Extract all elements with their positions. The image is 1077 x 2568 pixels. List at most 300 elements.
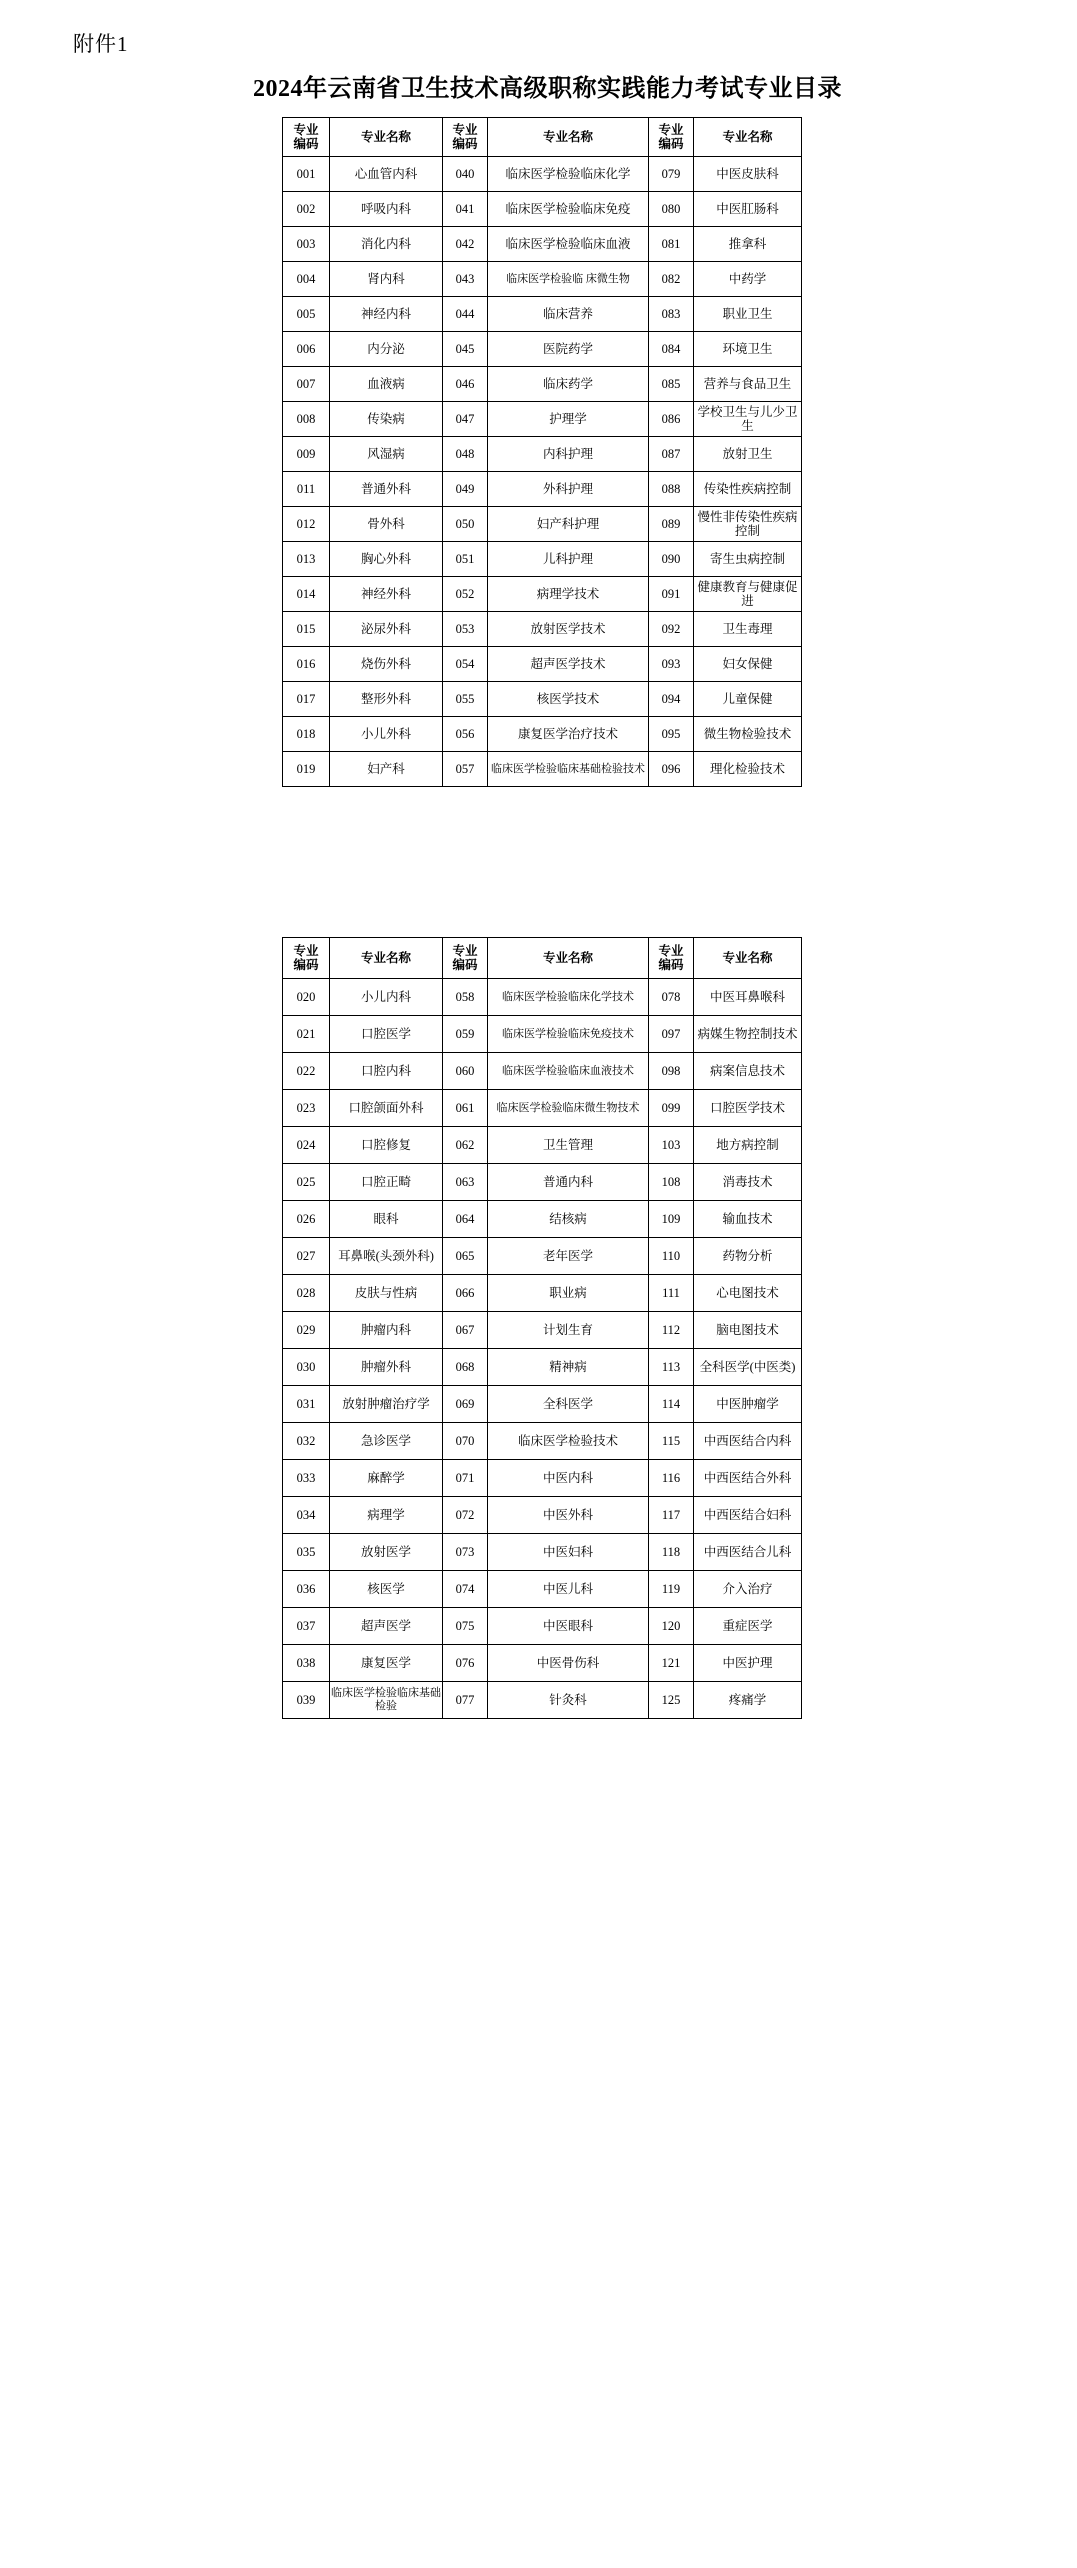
cell-name-1: 神经外科 bbox=[330, 577, 443, 612]
cell-code-2: 066 bbox=[443, 1275, 488, 1312]
table-one-wrapper bbox=[282, 117, 798, 787]
cell-code-3: 110 bbox=[649, 1238, 694, 1275]
cell-name-1: 妇产科 bbox=[330, 752, 443, 787]
cell-code-1: 036 bbox=[283, 1571, 330, 1608]
table-row bbox=[283, 577, 802, 612]
cell-code-3: 089 bbox=[649, 507, 694, 542]
table-row bbox=[283, 332, 802, 367]
header-line-2: 编码 bbox=[658, 958, 684, 972]
cell-name-2: 儿科护理 bbox=[488, 542, 649, 577]
table-row bbox=[283, 542, 802, 577]
cell-code-2: 060 bbox=[443, 1053, 488, 1090]
cell-name-1: 骨外科 bbox=[330, 507, 443, 542]
cell-code-3: 078 bbox=[649, 979, 694, 1016]
cell-name-1: 放射医学 bbox=[330, 1534, 443, 1571]
cell-name-1: 核医学 bbox=[330, 1571, 443, 1608]
cell-name-3: 中西医结合儿科 bbox=[694, 1534, 802, 1571]
cell-name-2: 妇产科护理 bbox=[488, 507, 649, 542]
table-row bbox=[283, 262, 802, 297]
cell-name-2: 临床医学检验临 床微生物 bbox=[488, 262, 649, 297]
cell-name-3: 职业卫生 bbox=[694, 297, 802, 332]
cell-code-3: 103 bbox=[649, 1127, 694, 1164]
cell-name-2: 临床营养 bbox=[488, 297, 649, 332]
table-row bbox=[283, 1534, 802, 1571]
cell-code-2: 055 bbox=[443, 682, 488, 717]
cell-name-1: 心血管内科 bbox=[330, 157, 443, 192]
header-line-1: 专业 bbox=[293, 943, 319, 958]
cell-code-3: 114 bbox=[649, 1386, 694, 1423]
cell-code-2: 051 bbox=[443, 542, 488, 577]
cell-code-2: 042 bbox=[443, 227, 488, 262]
cell-name-1: 神经内科 bbox=[330, 297, 443, 332]
table-two-wrapper bbox=[282, 937, 798, 1719]
cell-code-3: 090 bbox=[649, 542, 694, 577]
cell-code-1: 015 bbox=[283, 612, 330, 647]
cell-code-1: 029 bbox=[283, 1312, 330, 1349]
cell-name-3: 寄生虫病控制 bbox=[694, 542, 802, 577]
table-1-body bbox=[283, 157, 802, 787]
cell-code-3: 112 bbox=[649, 1312, 694, 1349]
table-header-row bbox=[283, 118, 802, 157]
cell-code-3: 087 bbox=[649, 437, 694, 472]
cell-name-1: 烧伤外科 bbox=[330, 647, 443, 682]
cell-code-1: 003 bbox=[283, 227, 330, 262]
cell-code-1: 025 bbox=[283, 1164, 330, 1201]
cell-code-2: 044 bbox=[443, 297, 488, 332]
table-row bbox=[283, 752, 802, 787]
table-row bbox=[283, 1090, 802, 1127]
page-title: 2024年云南省卫生技术高级职称实践能力考试专业目录 bbox=[253, 76, 842, 102]
cell-name-1: 小儿内科 bbox=[330, 979, 443, 1016]
cell-code-3: 094 bbox=[649, 682, 694, 717]
cell-code-2: 075 bbox=[443, 1608, 488, 1645]
cell-code-1: 019 bbox=[283, 752, 330, 787]
cell-code-3: 083 bbox=[649, 297, 694, 332]
cell-name-2: 临床医学检验临床免疫 bbox=[488, 192, 649, 227]
cell-code-3: 121 bbox=[649, 1645, 694, 1682]
cell-code-3: 098 bbox=[649, 1053, 694, 1090]
cell-code-1: 038 bbox=[283, 1645, 330, 1682]
cell-name-1: 肾内科 bbox=[330, 262, 443, 297]
table-row bbox=[283, 157, 802, 192]
cell-name-1: 普通外科 bbox=[330, 472, 443, 507]
cell-code-1: 014 bbox=[283, 577, 330, 612]
table-row bbox=[283, 1645, 802, 1682]
cell-code-3: 092 bbox=[649, 612, 694, 647]
cell-code-3: 088 bbox=[649, 472, 694, 507]
cell-code-2: 061 bbox=[443, 1090, 488, 1127]
header-line-2: 编码 bbox=[293, 958, 319, 972]
col-header-code-2 bbox=[443, 118, 488, 157]
cell-code-1: 034 bbox=[283, 1497, 330, 1534]
cell-name-3: 全科医学(中医类) bbox=[694, 1349, 802, 1386]
cell-name-3: 介入治疗 bbox=[694, 1571, 802, 1608]
cell-code-3: 115 bbox=[649, 1423, 694, 1460]
cell-code-3: 082 bbox=[649, 262, 694, 297]
table-header-row bbox=[283, 938, 802, 979]
cell-code-1: 024 bbox=[283, 1127, 330, 1164]
col-header-code-1 bbox=[283, 118, 330, 157]
header-line-2: 编码 bbox=[658, 137, 684, 151]
cell-code-2: 070 bbox=[443, 1423, 488, 1460]
cell-name-3: 地方病控制 bbox=[694, 1127, 802, 1164]
cell-name-2: 康复医学治疗技术 bbox=[488, 717, 649, 752]
cell-code-3: 125 bbox=[649, 1682, 694, 1719]
cell-code-2: 043 bbox=[443, 262, 488, 297]
cell-name-2: 临床医学检验临床化学 bbox=[488, 157, 649, 192]
cell-code-2: 046 bbox=[443, 367, 488, 402]
cell-code-1: 016 bbox=[283, 647, 330, 682]
table-row bbox=[283, 1164, 802, 1201]
cell-name-2: 计划生育 bbox=[488, 1312, 649, 1349]
cell-name-3: 中医肿瘤学 bbox=[694, 1386, 802, 1423]
cell-code-1: 023 bbox=[283, 1090, 330, 1127]
cell-code-2: 049 bbox=[443, 472, 488, 507]
cell-name-3: 儿童保健 bbox=[694, 682, 802, 717]
cell-code-3: 080 bbox=[649, 192, 694, 227]
cell-code-2: 054 bbox=[443, 647, 488, 682]
cell-name-1: 耳鼻喉(头颈外科) bbox=[330, 1238, 443, 1275]
table-row bbox=[283, 1571, 802, 1608]
header-line-1: 专业 bbox=[658, 943, 684, 958]
cell-name-2: 外科护理 bbox=[488, 472, 649, 507]
cell-code-2: 065 bbox=[443, 1238, 488, 1275]
page-gap bbox=[0, 787, 1077, 937]
cell-name-2: 临床医学检验技术 bbox=[488, 1423, 649, 1460]
cell-name-2: 针灸科 bbox=[488, 1682, 649, 1719]
table-row bbox=[283, 1016, 802, 1053]
cell-code-2: 063 bbox=[443, 1164, 488, 1201]
col-header-name-1: 专业名称 bbox=[330, 118, 443, 157]
cell-name-3: 中西医结合内科 bbox=[694, 1423, 802, 1460]
cell-name-3: 重症医学 bbox=[694, 1608, 802, 1645]
cell-name-3: 心电图技术 bbox=[694, 1275, 802, 1312]
cell-name-3: 健康教育与健康促进 bbox=[694, 577, 802, 612]
table-row bbox=[283, 402, 802, 437]
table-row bbox=[283, 1275, 802, 1312]
cell-code-3: 108 bbox=[649, 1164, 694, 1201]
cell-code-1: 032 bbox=[283, 1423, 330, 1460]
cell-name-2: 临床医学检验临床基础检验技术 bbox=[488, 752, 649, 787]
cell-name-2: 临床医学检验临床免疫技术 bbox=[488, 1016, 649, 1053]
table-row bbox=[283, 1682, 802, 1719]
header-line-1: 专业 bbox=[452, 943, 478, 958]
cell-name-2: 超声医学技术 bbox=[488, 647, 649, 682]
cell-code-2: 068 bbox=[443, 1349, 488, 1386]
cell-name-1: 肿瘤外科 bbox=[330, 1349, 443, 1386]
cell-name-1: 风湿病 bbox=[330, 437, 443, 472]
cell-name-3: 病案信息技术 bbox=[694, 1053, 802, 1090]
cell-name-1: 小儿外科 bbox=[330, 717, 443, 752]
col-header-name-2: 专业名称 bbox=[488, 118, 649, 157]
cell-code-2: 058 bbox=[443, 979, 488, 1016]
cell-code-2: 071 bbox=[443, 1460, 488, 1497]
cell-name-3: 环境卫生 bbox=[694, 332, 802, 367]
table-row bbox=[283, 612, 802, 647]
cell-code-2: 053 bbox=[443, 612, 488, 647]
cell-code-1: 022 bbox=[283, 1053, 330, 1090]
cell-name-1: 康复医学 bbox=[330, 1645, 443, 1682]
cell-code-3: 120 bbox=[649, 1608, 694, 1645]
table-row bbox=[283, 1608, 802, 1645]
table-row bbox=[283, 1423, 802, 1460]
col-header-name-1: 专业名称 bbox=[330, 938, 443, 979]
cell-name-2: 临床医学检验临床血液技术 bbox=[488, 1053, 649, 1090]
cell-name-3: 传染性疾病控制 bbox=[694, 472, 802, 507]
col-header-code-3 bbox=[649, 938, 694, 979]
cell-name-3: 理化检验技术 bbox=[694, 752, 802, 787]
cell-name-3: 口腔医学技术 bbox=[694, 1090, 802, 1127]
cell-code-1: 021 bbox=[283, 1016, 330, 1053]
cell-code-3: 113 bbox=[649, 1349, 694, 1386]
table-row bbox=[283, 437, 802, 472]
cell-name-1: 泌尿外科 bbox=[330, 612, 443, 647]
cell-name-2: 中医儿科 bbox=[488, 1571, 649, 1608]
cell-code-2: 048 bbox=[443, 437, 488, 472]
cell-code-2: 067 bbox=[443, 1312, 488, 1349]
cell-code-3: 119 bbox=[649, 1571, 694, 1608]
table-row bbox=[283, 1386, 802, 1423]
table-row bbox=[283, 472, 802, 507]
table-row bbox=[283, 1349, 802, 1386]
cell-name-1: 病理学 bbox=[330, 1497, 443, 1534]
cell-name-2: 中医内科 bbox=[488, 1460, 649, 1497]
col-header-code-2 bbox=[443, 938, 488, 979]
table-row bbox=[283, 1201, 802, 1238]
cell-code-1: 039 bbox=[283, 1682, 330, 1719]
cell-name-1: 麻醉学 bbox=[330, 1460, 443, 1497]
cell-name-1: 口腔正畸 bbox=[330, 1164, 443, 1201]
cell-name-3: 推拿科 bbox=[694, 227, 802, 262]
cell-name-1: 消化内科 bbox=[330, 227, 443, 262]
cell-code-2: 056 bbox=[443, 717, 488, 752]
cell-code-1: 030 bbox=[283, 1349, 330, 1386]
cell-name-3: 脑电图技术 bbox=[694, 1312, 802, 1349]
table-row bbox=[283, 192, 802, 227]
cell-name-1: 超声医学 bbox=[330, 1608, 443, 1645]
cell-code-3: 085 bbox=[649, 367, 694, 402]
cell-name-2: 病理学技术 bbox=[488, 577, 649, 612]
cell-name-3: 放射卫生 bbox=[694, 437, 802, 472]
cell-name-3: 营养与食品卫生 bbox=[694, 367, 802, 402]
cell-name-2: 临床医学检验临床化学技术 bbox=[488, 979, 649, 1016]
cell-code-2: 050 bbox=[443, 507, 488, 542]
cell-code-1: 011 bbox=[283, 472, 330, 507]
cell-name-3: 输血技术 bbox=[694, 1201, 802, 1238]
cell-name-1: 口腔修复 bbox=[330, 1127, 443, 1164]
cell-code-1: 008 bbox=[283, 402, 330, 437]
cell-name-1: 血液病 bbox=[330, 367, 443, 402]
cell-name-3: 中西医结合妇科 bbox=[694, 1497, 802, 1534]
cell-name-2: 中医骨伤科 bbox=[488, 1645, 649, 1682]
cell-code-1: 026 bbox=[283, 1201, 330, 1238]
cell-code-1: 013 bbox=[283, 542, 330, 577]
cell-code-2: 069 bbox=[443, 1386, 488, 1423]
cell-code-1: 033 bbox=[283, 1460, 330, 1497]
table-row bbox=[283, 507, 802, 542]
header-line-2: 编码 bbox=[293, 137, 319, 151]
specialty-table-1 bbox=[282, 117, 802, 787]
cell-name-1: 肿瘤内科 bbox=[330, 1312, 443, 1349]
cell-code-2: 073 bbox=[443, 1534, 488, 1571]
cell-name-3: 微生物检验技术 bbox=[694, 717, 802, 752]
table-row bbox=[283, 682, 802, 717]
cell-name-3: 卫生毒理 bbox=[694, 612, 802, 647]
cell-code-2: 074 bbox=[443, 1571, 488, 1608]
table-row bbox=[283, 1238, 802, 1275]
attachment-label: 附件1 bbox=[73, 32, 129, 56]
cell-name-1: 整形外科 bbox=[330, 682, 443, 717]
cell-name-2: 临床医学检验临床血液 bbox=[488, 227, 649, 262]
cell-name-2: 中医妇科 bbox=[488, 1534, 649, 1571]
cell-code-1: 017 bbox=[283, 682, 330, 717]
cell-code-2: 052 bbox=[443, 577, 488, 612]
cell-name-3: 学校卫生与儿少卫生 bbox=[694, 402, 802, 437]
col-header-name-2: 专业名称 bbox=[488, 938, 649, 979]
cell-name-3: 中医耳鼻喉科 bbox=[694, 979, 802, 1016]
cell-code-2: 045 bbox=[443, 332, 488, 367]
cell-name-2: 放射医学技术 bbox=[488, 612, 649, 647]
cell-name-1: 放射肿瘤治疗学 bbox=[330, 1386, 443, 1423]
cell-code-1: 002 bbox=[283, 192, 330, 227]
cell-name-2: 普通内科 bbox=[488, 1164, 649, 1201]
cell-name-1: 呼吸内科 bbox=[330, 192, 443, 227]
cell-name-2: 核医学技术 bbox=[488, 682, 649, 717]
table-row bbox=[283, 647, 802, 682]
cell-name-1: 传染病 bbox=[330, 402, 443, 437]
cell-name-2: 职业病 bbox=[488, 1275, 649, 1312]
cell-code-3: 081 bbox=[649, 227, 694, 262]
cell-code-3: 096 bbox=[649, 752, 694, 787]
cell-code-1: 028 bbox=[283, 1275, 330, 1312]
col-header-code-3 bbox=[649, 118, 694, 157]
cell-name-2: 内科护理 bbox=[488, 437, 649, 472]
cell-code-1: 018 bbox=[283, 717, 330, 752]
cell-code-2: 057 bbox=[443, 752, 488, 787]
cell-code-3: 084 bbox=[649, 332, 694, 367]
cell-name-1: 皮肤与性病 bbox=[330, 1275, 443, 1312]
cell-code-2: 041 bbox=[443, 192, 488, 227]
cell-code-2: 047 bbox=[443, 402, 488, 437]
cell-name-3: 妇女保健 bbox=[694, 647, 802, 682]
cell-name-1: 胸心外科 bbox=[330, 542, 443, 577]
cell-name-3: 中医肛肠科 bbox=[694, 192, 802, 227]
cell-code-3: 091 bbox=[649, 577, 694, 612]
specialty-table-2 bbox=[282, 937, 802, 1719]
cell-name-1: 内分泌 bbox=[330, 332, 443, 367]
cell-name-3: 消毒技术 bbox=[694, 1164, 802, 1201]
col-header-name-3: 专业名称 bbox=[694, 118, 802, 157]
cell-code-1: 037 bbox=[283, 1608, 330, 1645]
cell-code-3: 095 bbox=[649, 717, 694, 752]
cell-name-2: 中医眼科 bbox=[488, 1608, 649, 1645]
table-row bbox=[283, 1127, 802, 1164]
cell-code-1: 005 bbox=[283, 297, 330, 332]
cell-code-3: 117 bbox=[649, 1497, 694, 1534]
header-line-1: 专业 bbox=[293, 122, 319, 137]
cell-code-1: 001 bbox=[283, 157, 330, 192]
cell-name-1: 口腔医学 bbox=[330, 1016, 443, 1053]
cell-code-1: 031 bbox=[283, 1386, 330, 1423]
table-row bbox=[283, 1053, 802, 1090]
cell-name-3: 药物分析 bbox=[694, 1238, 802, 1275]
cell-code-2: 077 bbox=[443, 1682, 488, 1719]
cell-code-1: 007 bbox=[283, 367, 330, 402]
cell-name-1: 眼科 bbox=[330, 1201, 443, 1238]
col-header-name-3: 专业名称 bbox=[694, 938, 802, 979]
cell-name-2: 医院药学 bbox=[488, 332, 649, 367]
table-row bbox=[283, 1312, 802, 1349]
cell-code-2: 064 bbox=[443, 1201, 488, 1238]
cell-code-2: 059 bbox=[443, 1016, 488, 1053]
cell-code-1: 027 bbox=[283, 1238, 330, 1275]
cell-name-3: 中医皮肤科 bbox=[694, 157, 802, 192]
cell-name-2: 精神病 bbox=[488, 1349, 649, 1386]
cell-code-2: 076 bbox=[443, 1645, 488, 1682]
cell-code-2: 072 bbox=[443, 1497, 488, 1534]
header-line-1: 专业 bbox=[658, 122, 684, 137]
cell-name-2: 临床药学 bbox=[488, 367, 649, 402]
cell-name-2: 卫生管理 bbox=[488, 1127, 649, 1164]
cell-name-3: 中药学 bbox=[694, 262, 802, 297]
cell-code-3: 097 bbox=[649, 1016, 694, 1053]
cell-name-2: 结核病 bbox=[488, 1201, 649, 1238]
header-line-2: 编码 bbox=[452, 137, 478, 151]
cell-code-1: 035 bbox=[283, 1534, 330, 1571]
table-row bbox=[283, 1460, 802, 1497]
cell-name-3: 中医护理 bbox=[694, 1645, 802, 1682]
cell-code-1: 006 bbox=[283, 332, 330, 367]
cell-name-2: 全科医学 bbox=[488, 1386, 649, 1423]
cell-name-3: 疼痛学 bbox=[694, 1682, 802, 1719]
cell-name-1: 急诊医学 bbox=[330, 1423, 443, 1460]
cell-name-1: 口腔内科 bbox=[330, 1053, 443, 1090]
cell-code-3: 111 bbox=[649, 1275, 694, 1312]
cell-name-2: 临床医学检验临床微生物技术 bbox=[488, 1090, 649, 1127]
table-row bbox=[283, 717, 802, 752]
col-header-code-1 bbox=[283, 938, 330, 979]
cell-code-1: 020 bbox=[283, 979, 330, 1016]
cell-code-3: 086 bbox=[649, 402, 694, 437]
header-line-2: 编码 bbox=[452, 958, 478, 972]
cell-code-1: 009 bbox=[283, 437, 330, 472]
cell-code-1: 012 bbox=[283, 507, 330, 542]
header-line-1: 专业 bbox=[452, 122, 478, 137]
cell-code-3: 079 bbox=[649, 157, 694, 192]
table-row bbox=[283, 1497, 802, 1534]
cell-code-1: 004 bbox=[283, 262, 330, 297]
cell-name-1: 口腔颌面外科 bbox=[330, 1090, 443, 1127]
table-row bbox=[283, 297, 802, 332]
cell-name-3: 慢性非传染性疾病控制 bbox=[694, 507, 802, 542]
cell-name-2: 老年医学 bbox=[488, 1238, 649, 1275]
cell-name-2: 护理学 bbox=[488, 402, 649, 437]
cell-name-3: 中西医结合外科 bbox=[694, 1460, 802, 1497]
cell-code-2: 040 bbox=[443, 157, 488, 192]
cell-code-3: 118 bbox=[649, 1534, 694, 1571]
cell-code-3: 109 bbox=[649, 1201, 694, 1238]
cell-name-2: 中医外科 bbox=[488, 1497, 649, 1534]
cell-name-3: 病媒生物控制技术 bbox=[694, 1016, 802, 1053]
table-row bbox=[283, 367, 802, 402]
table-2-body bbox=[283, 979, 802, 1719]
cell-code-2: 062 bbox=[443, 1127, 488, 1164]
cell-code-3: 093 bbox=[649, 647, 694, 682]
cell-name-1: 临床医学检验临床基础检验 bbox=[330, 1682, 443, 1719]
cell-code-3: 116 bbox=[649, 1460, 694, 1497]
table-row bbox=[283, 227, 802, 262]
table-row bbox=[283, 979, 802, 1016]
